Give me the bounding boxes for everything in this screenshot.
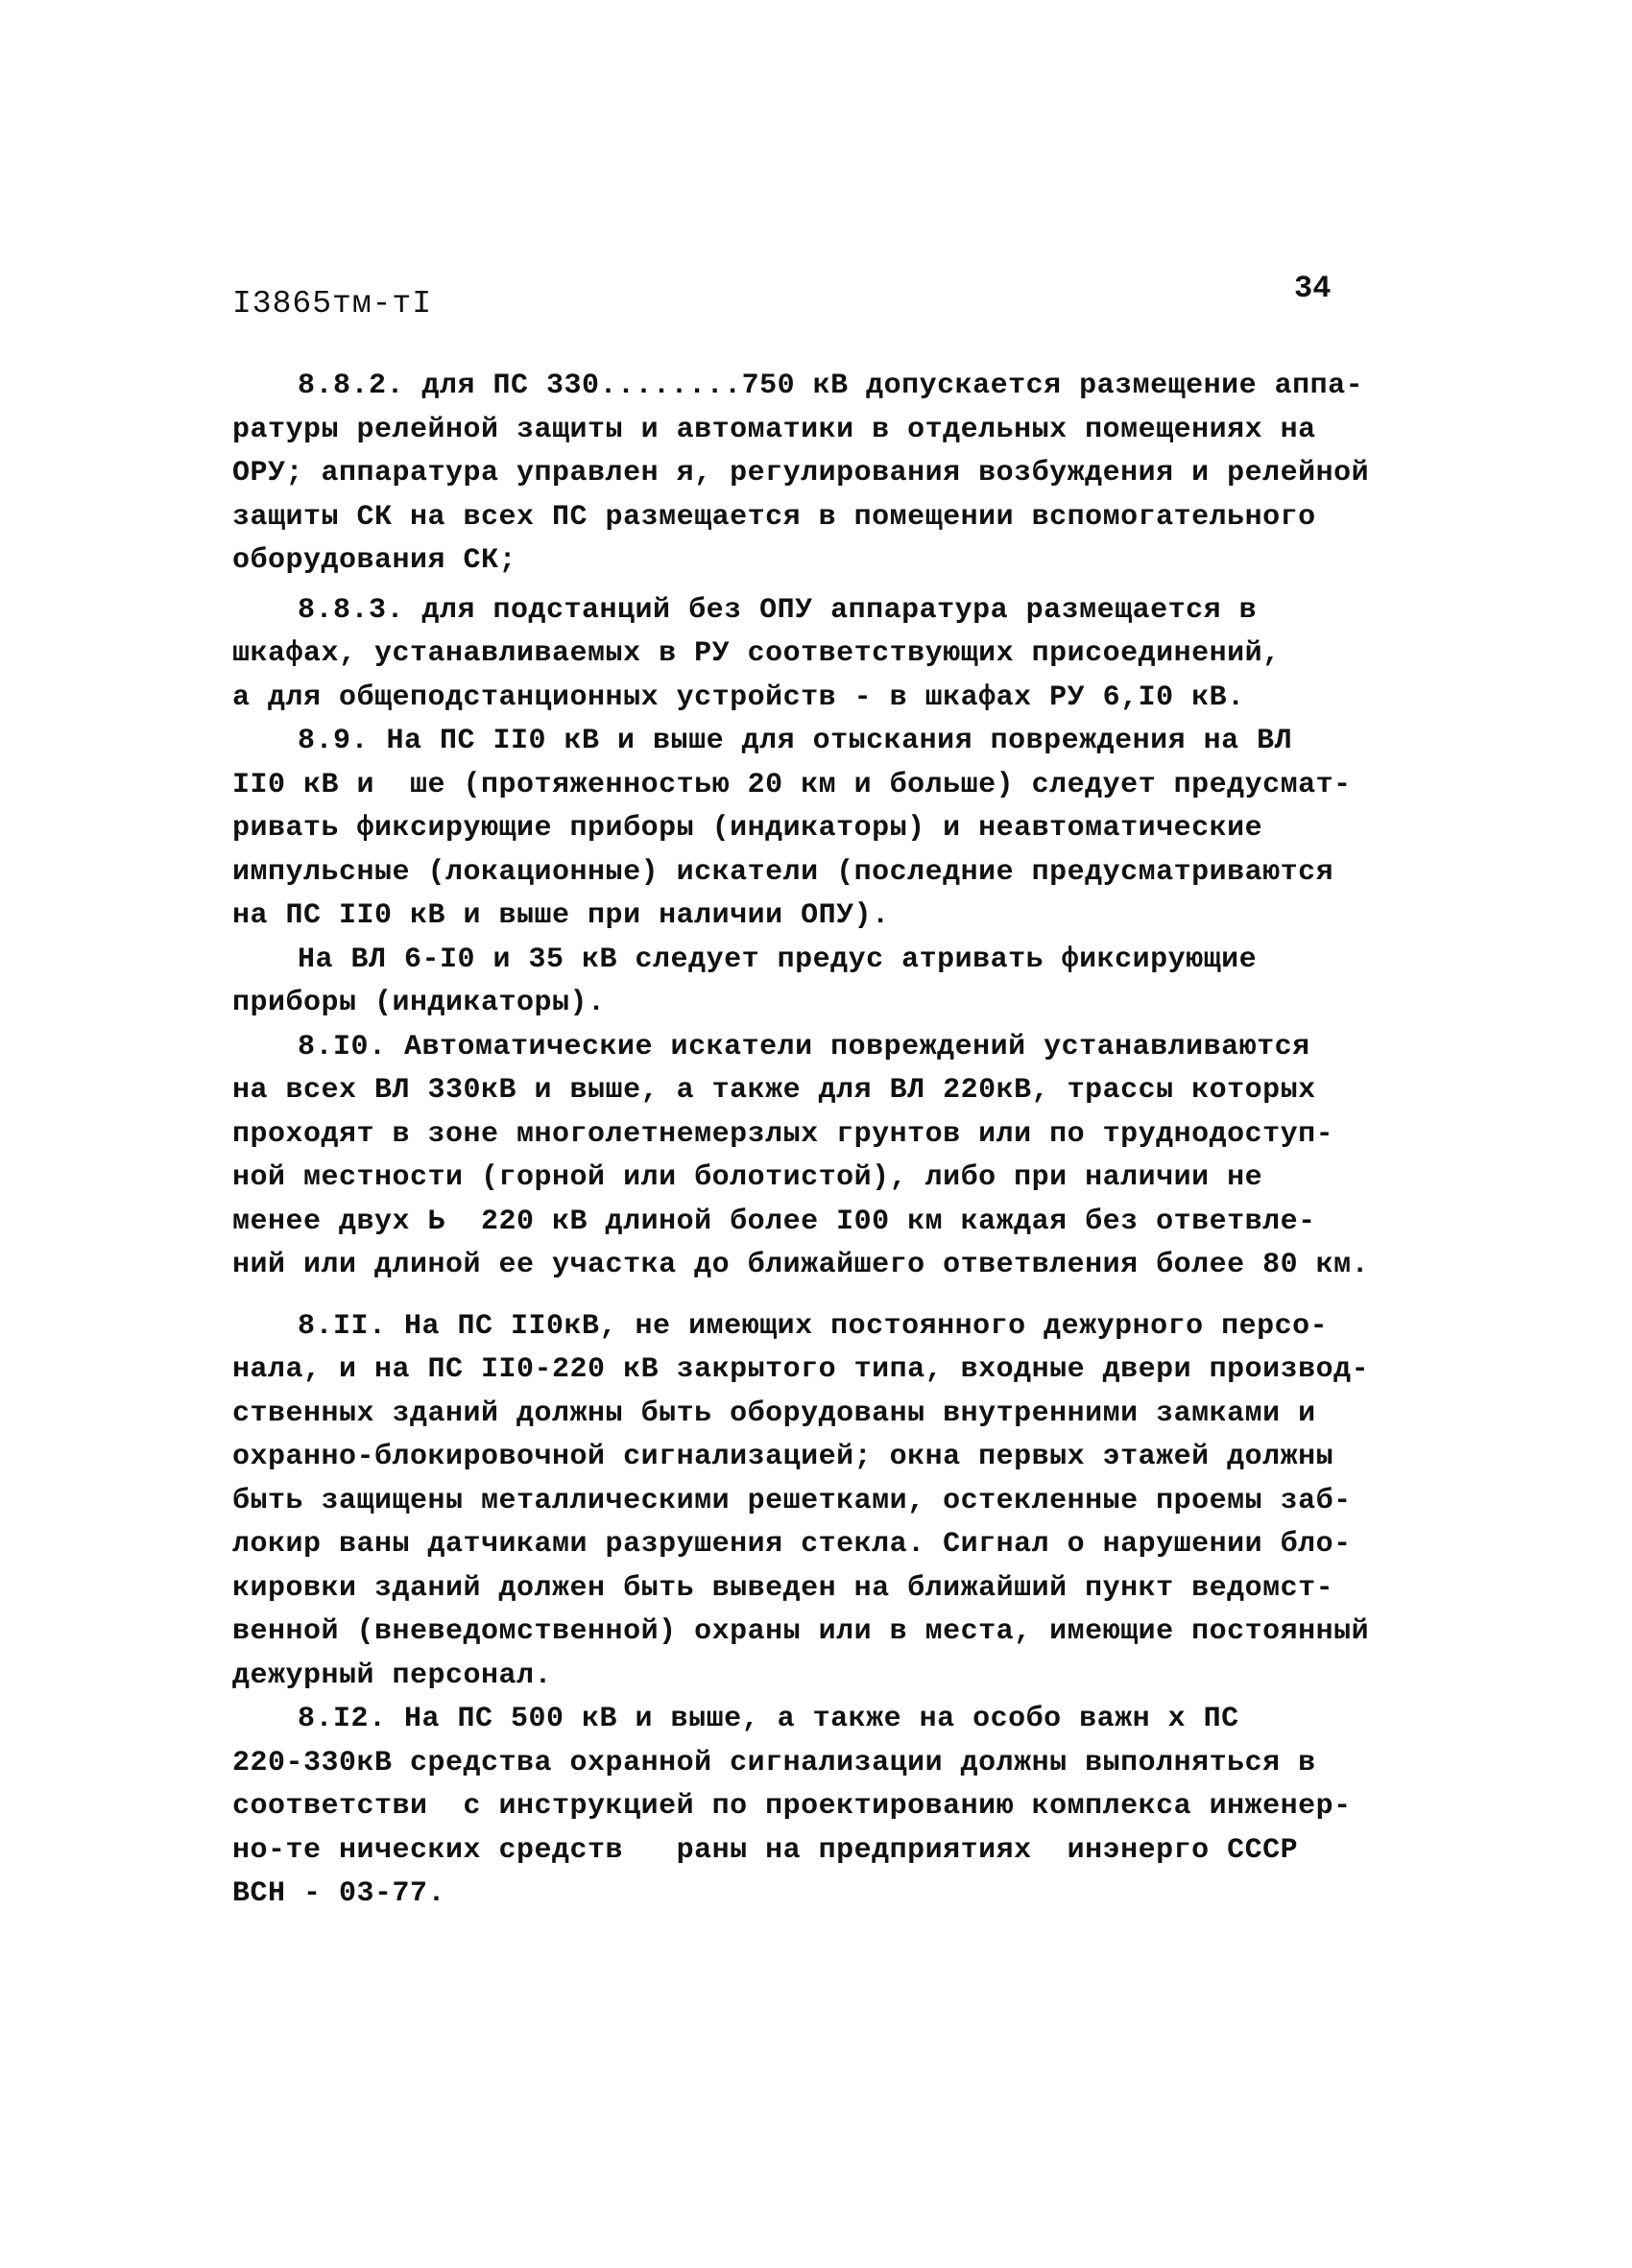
text-line: ратуры релейной защиты и автоматики в отдельных помещениях на <box>232 413 1316 446</box>
text-line: на ПС II0 кВ и выше при наличии ОПУ). <box>232 899 890 932</box>
text-line: ОРУ; аппаратура управлен я, регулирования возбуждения и релейной <box>232 457 1370 489</box>
text-line: 8.I0. Автоматические искатели повреждений устанавливаются <box>298 1030 1310 1063</box>
text-line: ственных зданий должны быть оборудованы внутренними замками и <box>232 1397 1316 1430</box>
body-text <box>232 365 1413 1917</box>
text-line: 8.I2. На ПС 500 кВ и выше, а также на особо важн х ПС <box>298 1703 1239 1735</box>
text-line: приборы (индикаторы). <box>232 987 606 1019</box>
text-line: 8.9. На ПС II0 кВ и выше для отыскания повреждения на ВЛ <box>298 725 1293 757</box>
text-line: дежурный персонал. <box>232 1659 553 1692</box>
text-line: кировки зданий должен быть выведен на ближайший пункт ведомст- <box>232 1571 1334 1605</box>
page-number: 34 <box>1294 271 1332 306</box>
text-line: ний или длиной ее участка до ближайшего ответвления более 80 км. <box>232 1249 1370 1281</box>
text-line: 8.8.3. для подстанций без ОПУ аппаратура размещается в <box>298 593 1258 627</box>
text-line: 8.II. На ПС II0кВ, не имеющих постоянного дежурного персо- <box>298 1309 1329 1343</box>
text-line: а для общеподстанционных устройств - в шкафах РУ 6,I0 кВ. <box>232 680 1245 714</box>
text-line: охранно-блокировочной сигнализацией; окна первых этажей должны <box>232 1441 1334 1473</box>
text-line: венной (вневедомственной) охраны или в места, имеющие постоянный <box>232 1615 1370 1648</box>
text-line: защиты СК на всех ПС размещается в помещении вспомогательного <box>232 500 1316 534</box>
text-line: II0 кВ и ше (протяженностью 20 км и больше) следует предусмат- <box>232 768 1352 801</box>
document-code: I3865тм-тI <box>232 286 433 322</box>
text-line: быть защищены металлическими решетками, остекленные проемы заб- <box>232 1484 1352 1517</box>
paragraph-8-12 <box>232 1698 1413 1917</box>
paragraph-8-8-2 <box>232 365 1413 584</box>
text-line: шкафах, устанавливаемых в РУ соответствующих присоединений, <box>232 637 1281 670</box>
paragraph-8-9 <box>232 720 1413 939</box>
text-line: менее двух Ь 220 кВ длиной более I00 км каждая без ответвле- <box>232 1205 1316 1238</box>
text-line: 8.8.2. для ПС 330........750 кВ допускается размещение аппа- <box>298 370 1364 402</box>
text-line: проходят в зоне многолетнемерзлых грунтов или по труднодоступ- <box>232 1117 1334 1151</box>
paragraph-8-10 <box>232 1026 1413 1288</box>
text-line: импульсные (локационные) искатели (последние предусматриваются <box>232 855 1334 889</box>
text-line: ривать фиксирующие приборы (индикаторы) и неавтоматические <box>232 812 1263 845</box>
text-line: оборудования СК; <box>232 544 517 577</box>
text-line: но-те нических средств раны на предприятиях инэнерго СССР <box>232 1833 1299 1867</box>
text-line: соответстви с инструкцией по проектированию комплекса инженер- <box>232 1790 1352 1823</box>
text-line: ВСН - 03-77. <box>232 1877 446 1910</box>
text-line: нала, и на ПС II0-220 кВ закрытого типа, входные двери производ- <box>232 1353 1370 1386</box>
text-line: ной местности (горной или болотистой), либо при наличии не <box>232 1161 1263 1194</box>
paragraph-8-11 <box>232 1305 1413 1699</box>
text-line: 220-330кВ средства охранной сигнализации должны выполняться в <box>232 1746 1316 1779</box>
text-line: локир ваны датчиками разрушения стекла. Сигнал о нарушении бло- <box>232 1528 1352 1561</box>
text-line: на всех ВЛ 330кВ и выше, а также для ВЛ 220кВ, трассы которых <box>232 1074 1316 1107</box>
paragraph-8-8-3 <box>232 589 1413 721</box>
text-line: На ВЛ 6-I0 и 35 кВ следует предус атривать фиксирующие <box>298 943 1258 976</box>
paragraph-vl-6-10 <box>232 939 1413 1026</box>
